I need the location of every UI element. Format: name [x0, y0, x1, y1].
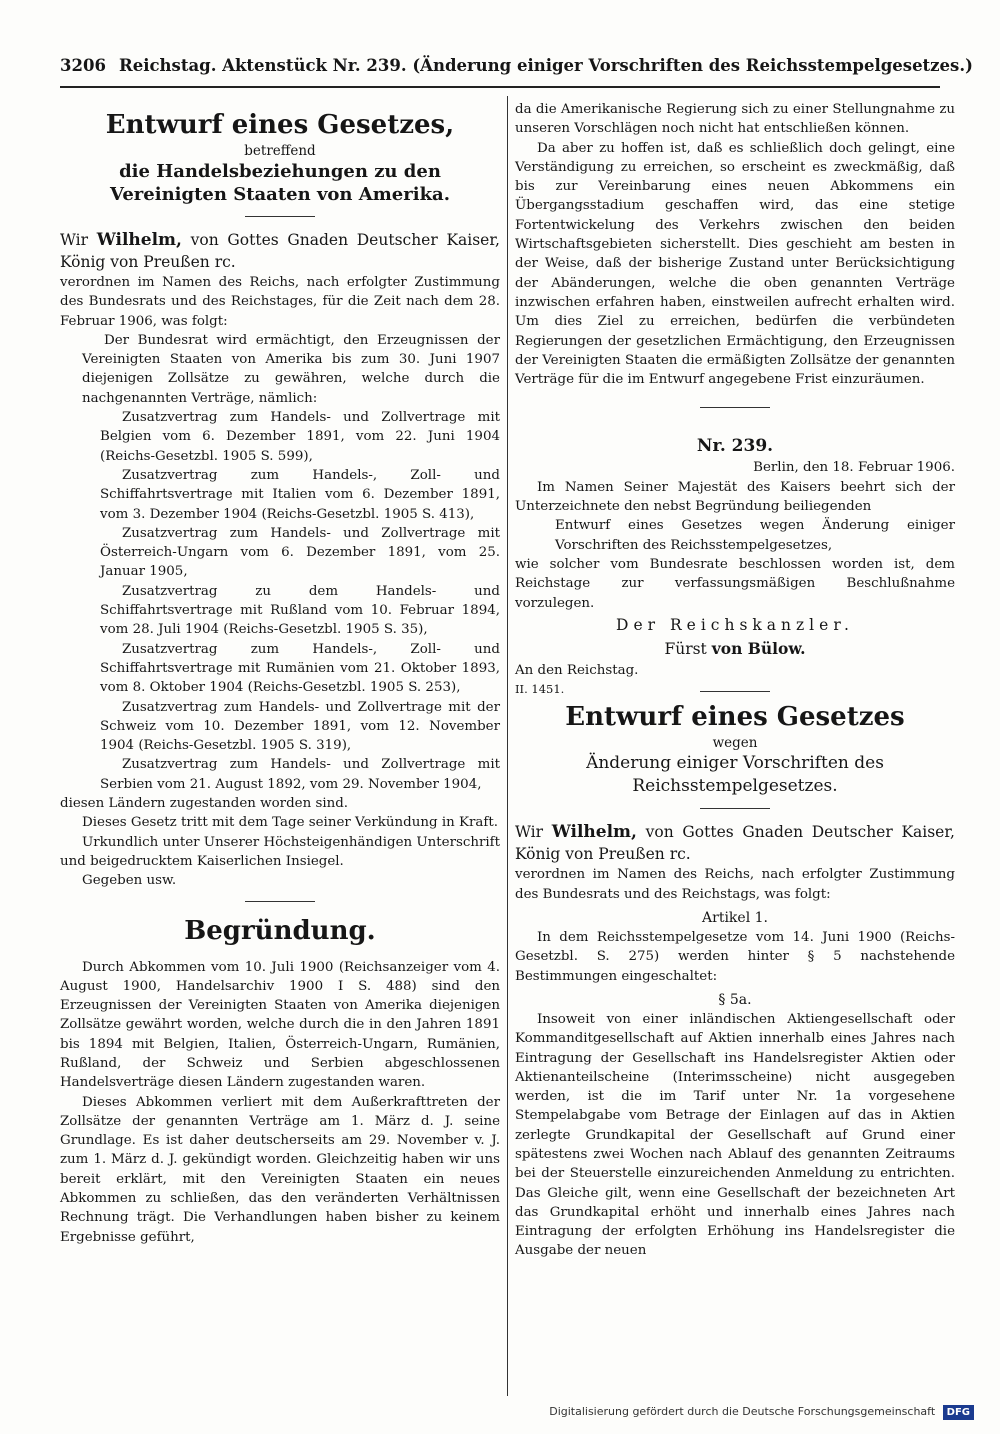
continuation-paragraph-2: Da aber zu hoffen ist, daß es schließlich doch gelingt, eine Verständigung zu erreichen, so erscheint es zweckmäßig, daß bis zur Vereinbarung eines neuen Abkommens ein Übergangsstadium geschaffen wird, das eine stetige Fortentwickelung des Verkehrs zwischen den beiden Wirtschaftsgebieten sicherstellt. Dies geschieht am besten in der Weise, daß der bisherige Zustand unter Berücksichtigung der Abänderungen, welche die oben genannten Verträge inzwischen erfahren haben, einstweilen aufrecht erhalten wird. Um dies Ziel zu erreichen, bedürfen die verbündeten Regierungen der gesetzlichen Ermächtigung, den Erzeugnissen der Vereinigten Staaten die ermäßigten Zollsätze der genannten Verträge für die im Entwurf angegebene Frist einzuräumen.	[515, 140, 955, 388]
verordnen-paragraph: verordnen im Namen des Reichs, nach erfolgter Zustimmung des Bundesrats und des Reichstages, für die Zeit nach dem 28. Februar 1906, was folgt:	[60, 275, 500, 329]
running-header	[60, 56, 973, 90]
right-column	[515, 100, 955, 1261]
begruendung-paragraph-2: Dieses Abkommen verliert mit dem Außerkrafttreten der Zollsätze der genannten Verträge am 1. März d. J. seine Grundlage. Es ist daher deutscherseits am 29. November v. J. zum 1. März d. J. gekündigt worden. Gleichzeitig haben wir uns bereit erklärt, mit den Vereinigten Staaten ein neues Abkommen zu schließen, das den veränderten Verhältnissen Rechnung trägt. Die Verhandlungen haben bisher zu keinem Ergebnisse geführt,	[60, 1094, 500, 1245]
addressee-line: An den Reichstag.	[515, 662, 639, 678]
section-divider	[245, 901, 315, 902]
page-number: 3206	[60, 56, 106, 75]
header-rule	[60, 86, 940, 88]
artikel-heading: Artikel 1.	[702, 910, 768, 927]
wir-name: Wilhelm,	[551, 822, 637, 843]
footer-text: Digitalisierung gefördert durch die Deutsche Forschungsgemeinschaft	[549, 1405, 936, 1418]
law-draft-title-2: Entwurf eines Gesetzes	[565, 702, 905, 733]
wir-rest: von Gottes Gnaden Deutscher Kaiser, König von Preußen rc.	[60, 231, 500, 271]
law-draft-subtitle: betreffend	[244, 143, 316, 159]
bundesrat-paragraph: Der Bundesrat wird ermächtigt, den Erzeugnissen der Vereinigten Staaten von Amerika bis zum 30. Juni 1907 diejenigen Zollsätze zu gewähren, welche durch die nachgenannten Verträge, nämlich:	[82, 332, 500, 406]
paragraph-heading: § 5a.	[718, 991, 752, 1008]
left-column	[60, 100, 500, 1247]
date-line: Berlin, den 18. Februar 1906.	[753, 460, 955, 476]
im-namen-paragraph: Im Namen Seiner Majestät des Kaisers beehrt sich der Unterzeichnete den nebst Begründung beiliegenden	[515, 479, 955, 515]
section-divider	[700, 407, 770, 408]
treaty-list	[60, 408, 500, 794]
treaty-item: Zusatzvertrag zum Handels- und Zollvertrage mit Österreich-Ungarn vom 6. Dezember 1891, vom 25. Januar 1905,	[100, 525, 500, 580]
fuerst-prefix: Fürst	[664, 639, 707, 658]
wegen-line: wegen	[712, 735, 758, 752]
treaty-item: Zusatzvertrag zum Handels- und Zollvertrage mit Belgien vom 6. Dezember 1891, vom 22. Juni 1904 (Reichs-Gesetzbl. 1905 S. 599),	[100, 410, 500, 464]
entwurf-reference: Entwurf eines Gesetzes wegen Änderung einiger Vorschriften des Reichsstempelgesetzes,	[555, 518, 955, 553]
inkraft-paragraph: Dieses Gesetz tritt mit dem Tage seiner Verkündung in Kraft.	[82, 815, 498, 831]
zugestanden-line: diesen Ländern zugestanden worden sind.	[60, 796, 349, 812]
treaty-item: Zusatzvertrag zum Handels- und Zollvertrage mit Serbien vom 21. August 1892, vom 29. November 1904,	[100, 757, 500, 792]
reference-number: II. 1451.	[515, 682, 565, 697]
gegeben-line: Gegeben usw.	[82, 873, 177, 889]
continuation-paragraph-1: da die Amerikanische Regierung sich zu einer Stellungnahme zu unseren Vorschlägen noch nicht hat entschließen können.	[515, 102, 955, 137]
artikel-paragraph: In dem Reichsstempelgesetze vom 14. Juni 1900 (Reichs-Gesetzbl. S. 275) werden hinter § 5 nachstehende Bestimmungen eingeschaltet:	[515, 930, 955, 984]
column-divider	[507, 96, 508, 1396]
reichskanzler-line: Der Reichskanzler.	[616, 615, 854, 634]
wir-name: Wilhelm,	[96, 230, 182, 250]
begruendung-paragraph-1: Durch Abkommen vom 10. Juli 1900 (Reichsanzeiger vom 4. August 1900, Handelsarchiv 1900 I S. 488) sind den Erzeugnissen der Vereinigten Staaten von Amerika diejenigen Zollsätze gewährt worden, welche durch die in den Jahren 1891 bis 1894 mit Belgien, Italien, Österreich-Ungarn, Rumänien, Rußland, der Schweiz und Serbien abgeschlossenen Handelsverträge diesen Ländern zugestanden waren.	[60, 959, 500, 1091]
law-draft-title: Entwurf eines Gesetzes,	[105, 110, 455, 140]
treaty-item: Zusatzvertrag zum Handels-, Zoll- und Schiffahrtsvertrage mit Italien vom 6. Dezember 1891, vom 3. Dezember 1904 (Reichs-Gesetzbl. 1905 S. 413),	[100, 467, 500, 522]
signature-name: von Bülow.	[711, 638, 806, 658]
document-number-heading: Nr. 239.	[696, 436, 774, 457]
wie-solcher-paragraph: wie solcher vom Bundesrate beschlossen worden ist, dem Reichstage zur verfassungsmäßigen Beschlußnahme vorzulegen.	[515, 556, 955, 611]
wir-prefix: Wir	[60, 231, 89, 249]
verordnen-paragraph-2: verordnen im Namen des Reichs, nach erfolgter Zustimmung des Bundesrats und des Reichstags, was folgt:	[515, 867, 955, 902]
treaty-item: Zusatzvertrag zum Handels- und Zollvertrage mit der Schweiz vom 10. Dezember 1891, vom 12. November 1904 (Reichs-Gesetzbl. 1905 S. 319),	[100, 699, 500, 754]
digitization-footer	[549, 1405, 974, 1420]
paragraph-text: Insoweit von einer inländischen Aktiengesellschaft oder Kommanditgesellschaft auf Aktien innerhalb eines Jahres nach Eintragung der Gesellschaft ins Handelsregister Aktien oder Aktienanteilscheine (Interimsscheine) nicht ausgegeben werden, ist die im Tarif unter Nr. 1a vorgesehene Stempelabgabe vom Betrage der Einlagen auf das in Aktien zerlegte Grundkapital der Gesellschaft auf Grund einer spätestens zwei Wochen nach Ablauf des genannten Zeitraums bei der Steuerstelle einzureichenden Anmeldung zu entrichten. Das Gleiche gilt, wenn eine Gesellschaft der bezeichneten Art das Grundkapital erhöht und innerhalb eines Jahres nach Eintragung der erfolgten Erhöhung ins Handelsregister die Ausgabe der neuen	[515, 1011, 955, 1259]
wir-prefix: Wir	[515, 823, 544, 842]
law-draft-subject: die Handelsbeziehungen zu den Vereinigten Staaten von Amerika.	[110, 161, 450, 205]
law-draft-subject-2: Änderung einiger Vorschriften des Reichsstempelgesetzes.	[586, 753, 884, 797]
urkundlich-paragraph: Urkundlich unter Unserer Höchsteigenhändigen Unterschrift und beigedrucktem Kaiserlichen Insiegel.	[60, 834, 501, 869]
signature-line	[515, 637, 955, 661]
section-divider	[700, 691, 770, 692]
treaty-item: Zusatzvertrag zum Handels-, Zoll- und Schiffahrtsvertrage mit Rumänien vom 21. Oktober 1893, vom 8. Oktober 1904 (Reichs-Gesetzbl. 1905 S. 253),	[100, 641, 500, 696]
treaty-item: Zusatzvertrag zu dem Handels- und Schiffahrtsvertrage mit Rußland vom 10. Februar 1894, vom 28. Juli 1904 (Reichs-Gesetzbl. 1905 S. 35),	[100, 583, 500, 638]
header-text: Reichstag. Aktenstück Nr. 239. (Änderung einiger Vorschriften des Reichsstempelgesetzes.)	[119, 56, 973, 75]
dfg-logo-icon: DFG	[943, 1405, 974, 1420]
begruendung-title: Begründung.	[184, 915, 376, 946]
wir-wilhelm-line-2	[515, 821, 955, 865]
section-divider	[245, 216, 315, 217]
wir-wilhelm-line	[60, 229, 500, 273]
wir-rest: von Gottes Gnaden Deutscher Kaiser, König von Preußen rc.	[515, 823, 955, 864]
section-divider	[700, 808, 770, 809]
